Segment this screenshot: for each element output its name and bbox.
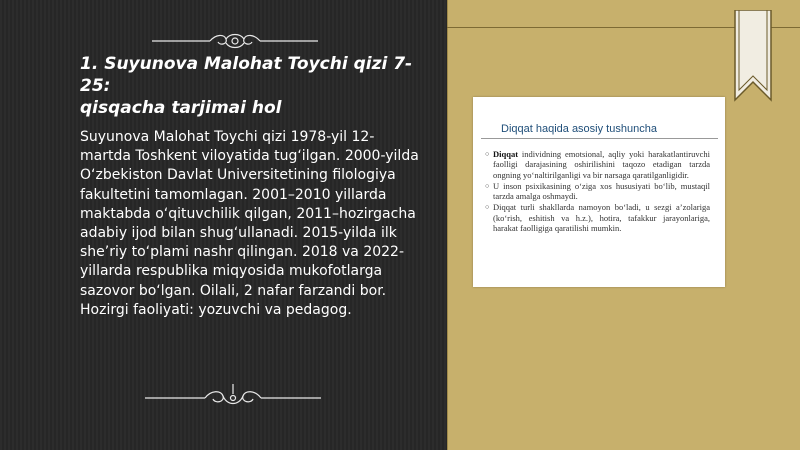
biography-text: Suyunova Malohat Toychi qizi 1978-yil 12-martda Toshkent viloyatida tug‘ilgan. 2000-yilda O‘zbekiston Davlat Universitetining filologiya fakultetini tamomlagan. 2001–2010 yillarda maktabda o‘qituvchilik qilgan, 2011–hozirgacha adabiy ijod bilan shug‘ullanadi. 2015-yilda ilk she’riy to‘plami nashr qilingan. 2018 va 2022-yillarda respublika miqyosida mukofotlarga sazovor bo‘lgan. Oilali, 2 nafar farzandi bor. Hozirgi faoliyati: yozuvchi va pedagog. — [80, 129, 419, 318]
circle-bullet-icon: ○ — [485, 203, 490, 212]
card-item-keyword: Diqqat — [493, 149, 519, 159]
card-list-item — [485, 149, 710, 180]
card-list — [485, 149, 710, 234]
top-ornament-icon — [150, 30, 320, 52]
content-card — [473, 97, 725, 287]
slide-title — [80, 53, 425, 119]
card-item-text: Diqqat turli shakllarda namoyon bo‘ladi, u sezgi a’zolariga (ko‘rish, eshitish va h.z.), hotira, tafakkur jarayonlariga, harakat faolligiga qaratilishi mumkin. — [493, 202, 710, 234]
card-list-item — [485, 202, 710, 233]
slide-title-line1: 1. Suyunova Malohat Toychi qizi 7-25: — [80, 54, 413, 96]
slide-title-line2: qisqacha tarjimai hol — [80, 98, 282, 118]
circle-bullet-icon: ○ — [485, 181, 490, 190]
bookmark-ribbon-icon — [733, 10, 773, 103]
card-list-item — [485, 181, 710, 202]
bottom-ornament-icon — [143, 380, 323, 410]
card-title: Diqqat haqida asosiy tushuncha — [501, 123, 657, 135]
circle-bullet-icon: ○ — [485, 150, 490, 158]
card-item-text: individning emotsional, aqliy yoki harakatlantiruvchi faolligi darajasining oshirilishini taqozo etadigan tarzda ongning yo‘naltirilganligi va bir narsaga qaratilganligidir. — [493, 149, 710, 180]
card-divider — [481, 138, 718, 139]
card-item-text: U inson psixikasining o‘ziga xos hususiyati bo‘lib, mustaqil tarzda amalga oshmaydi. — [493, 180, 710, 202]
